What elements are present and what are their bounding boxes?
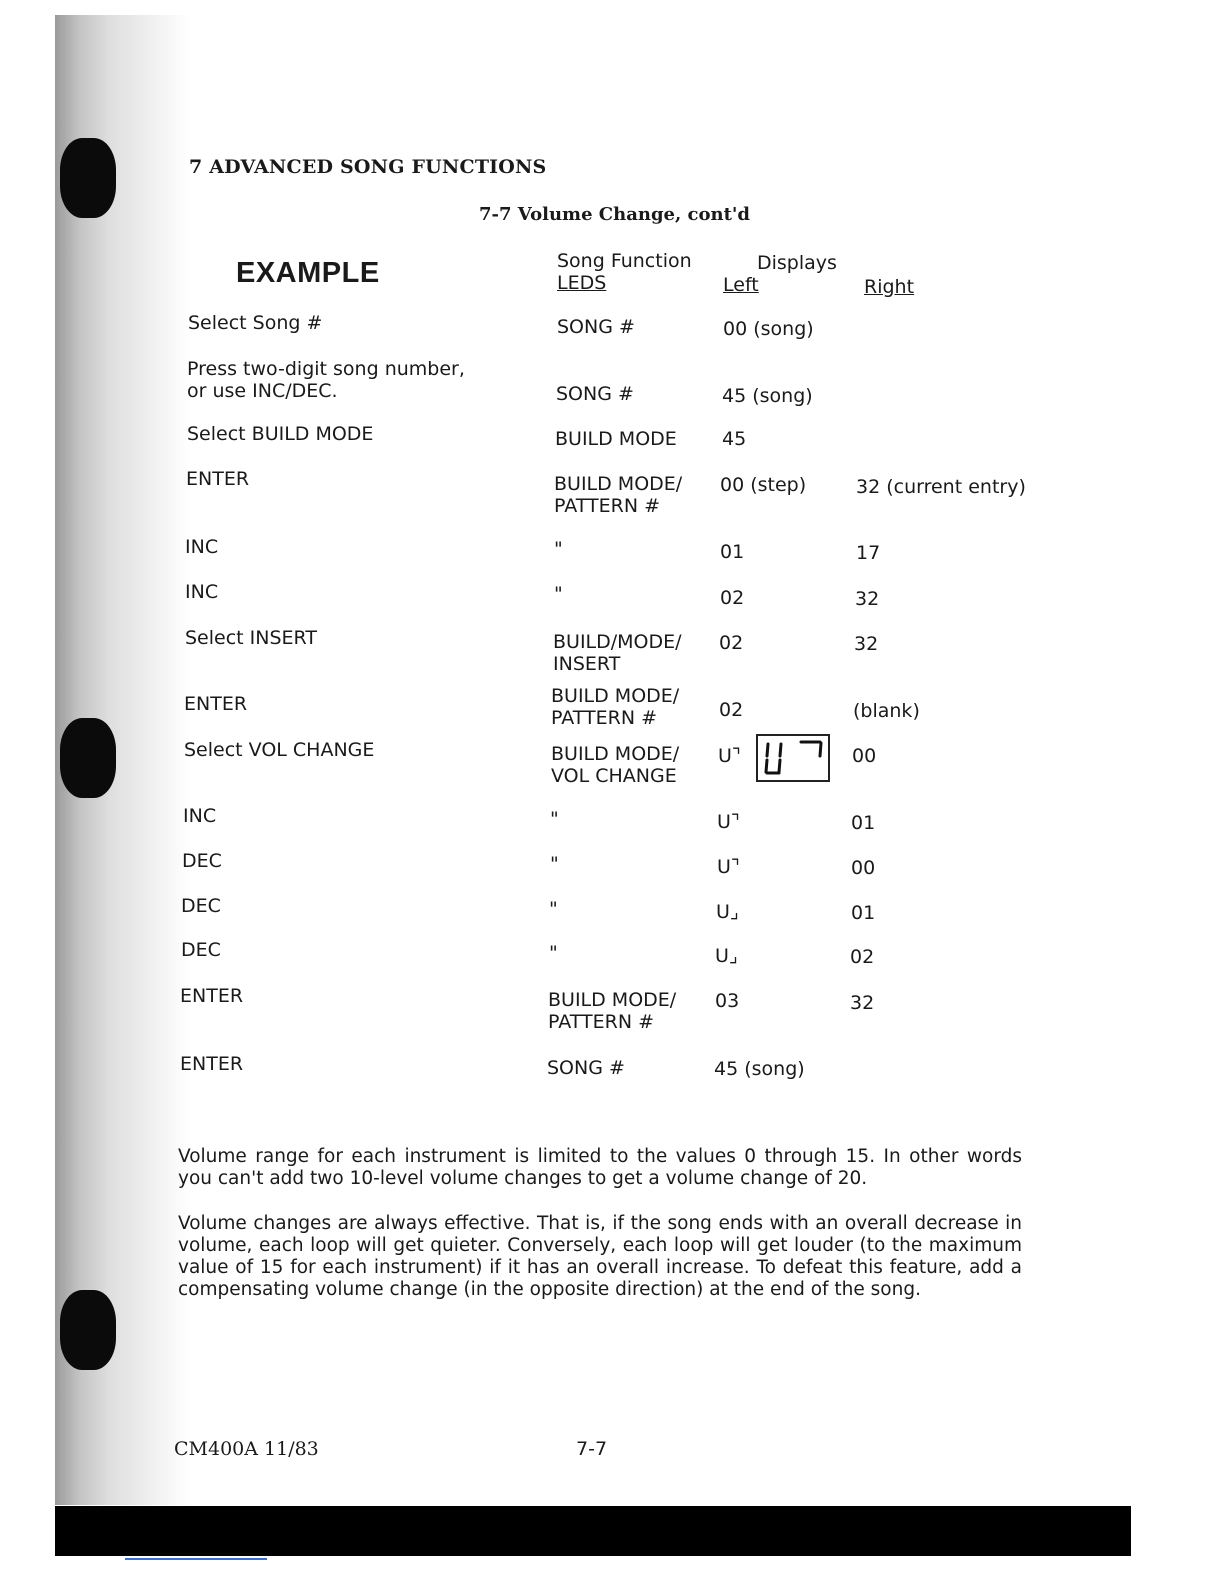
header-displays: Displays: [757, 252, 837, 274]
blue-underline: [125, 1558, 267, 1560]
section-title: 7 ADVANCED SONG FUNCTIONS: [189, 156, 547, 178]
row-action: DEC: [181, 895, 221, 917]
row-right: 17: [856, 542, 881, 564]
seven-segment-u7-icon: [758, 736, 828, 780]
row-action: Select INSERT: [185, 627, 317, 649]
row-leds: SONG #: [547, 1057, 625, 1079]
example-label: EXAMPLE: [236, 257, 380, 289]
row-action: DEC: [182, 850, 222, 872]
header-left: Left: [723, 274, 759, 296]
row-right: 32 (current entry): [856, 476, 1026, 498]
row-action: INC: [183, 805, 217, 827]
row-leds: ": [554, 538, 563, 560]
row-action: Select BUILD MODE: [187, 423, 374, 445]
row-left: U⌝: [717, 856, 740, 878]
row-action: Press two-digit song number, or use INC/DEC.: [187, 358, 465, 402]
row-leds: SONG #: [557, 316, 635, 338]
row-leds: BUILD MODE/ VOL CHANGE: [551, 743, 680, 787]
row-left: 45 (song): [714, 1058, 805, 1080]
row-right: 02: [850, 946, 875, 968]
row-right: (blank): [853, 700, 920, 722]
footer-model-date: CM400A 11/83: [174, 1438, 319, 1460]
sub-title: 7-7 Volume Change, cont'd: [479, 204, 750, 225]
row-right: 00: [851, 857, 876, 879]
footer-page-number: 7-7: [576, 1438, 608, 1460]
row-left: 02: [719, 632, 744, 654]
row-action: INC: [185, 536, 219, 558]
row-leds: SONG #: [556, 383, 634, 405]
row-right: 01: [851, 812, 876, 834]
row-right: 32: [854, 633, 879, 655]
row-action: Select Song #: [188, 312, 323, 334]
header-leds: LEDS: [557, 272, 607, 294]
row-left: 00 (song): [723, 318, 814, 340]
row-left: 45: [722, 428, 747, 450]
bottom-black-bar: [55, 1506, 1131, 1556]
punch-hole-bottom: [60, 1290, 116, 1370]
punch-hole-middle: [60, 718, 116, 798]
row-left: 45 (song): [722, 385, 813, 407]
row-action: ENTER: [186, 468, 250, 490]
row-leds: ": [550, 808, 559, 830]
row-leds: ": [549, 898, 558, 920]
header-song-function: Song Function: [557, 250, 692, 272]
row-right: 00: [852, 745, 877, 767]
row-leds: BUILD MODE: [555, 428, 677, 450]
paragraph-volume-effective: Volume changes are always effective. That is, if the song ends with an overall decrease in volume, each loop will get quieter. Conversely, each loop will get louder (to the maximum value of 15 for each instrument) if it has an overall increase. To defeat this feature, add a compensating volume change (in the opposite direction) at the end of the song.: [178, 1213, 1022, 1300]
row-left: U⌟: [716, 901, 739, 923]
row-left: 01: [720, 541, 745, 563]
row-left: 02: [720, 587, 745, 609]
row-action: ENTER: [180, 985, 244, 1007]
paragraph-volume-range: Volume range for each instrument is limited to the values 0 through 15. In other words you can't add two 10-level volume changes to get a volume change of 20.: [178, 1146, 1022, 1189]
row-right: 32: [850, 992, 875, 1014]
lcd-display-illustration: [756, 734, 830, 782]
row-left: 02: [719, 699, 744, 721]
row-leds: BUILD MODE/ PATTERN #: [554, 473, 683, 517]
row-action: Select VOL CHANGE: [184, 739, 375, 761]
row-leds: BUILD MODE/ PATTERN #: [551, 685, 680, 729]
row-left: 00 (step): [720, 474, 807, 496]
row-left: U⌝: [718, 745, 741, 767]
row-leds: ": [554, 583, 563, 605]
row-action: ENTER: [180, 1053, 244, 1075]
punch-hole-top: [60, 138, 116, 218]
row-left: U⌟: [715, 945, 738, 967]
row-action: DEC: [181, 939, 221, 961]
row-leds: ": [550, 853, 559, 875]
row-right: 01: [851, 902, 876, 924]
row-left: 03: [715, 990, 740, 1012]
row-right: 32: [855, 588, 880, 610]
row-leds: BUILD MODE/ PATTERN #: [548, 989, 677, 1033]
header-right: Right: [864, 276, 915, 298]
row-action: ENTER: [184, 693, 248, 715]
row-leds: BUILD/MODE/ INSERT: [553, 631, 682, 675]
row-action: INC: [185, 581, 219, 603]
row-left: U⌝: [717, 811, 740, 833]
row-leds: ": [549, 942, 558, 964]
